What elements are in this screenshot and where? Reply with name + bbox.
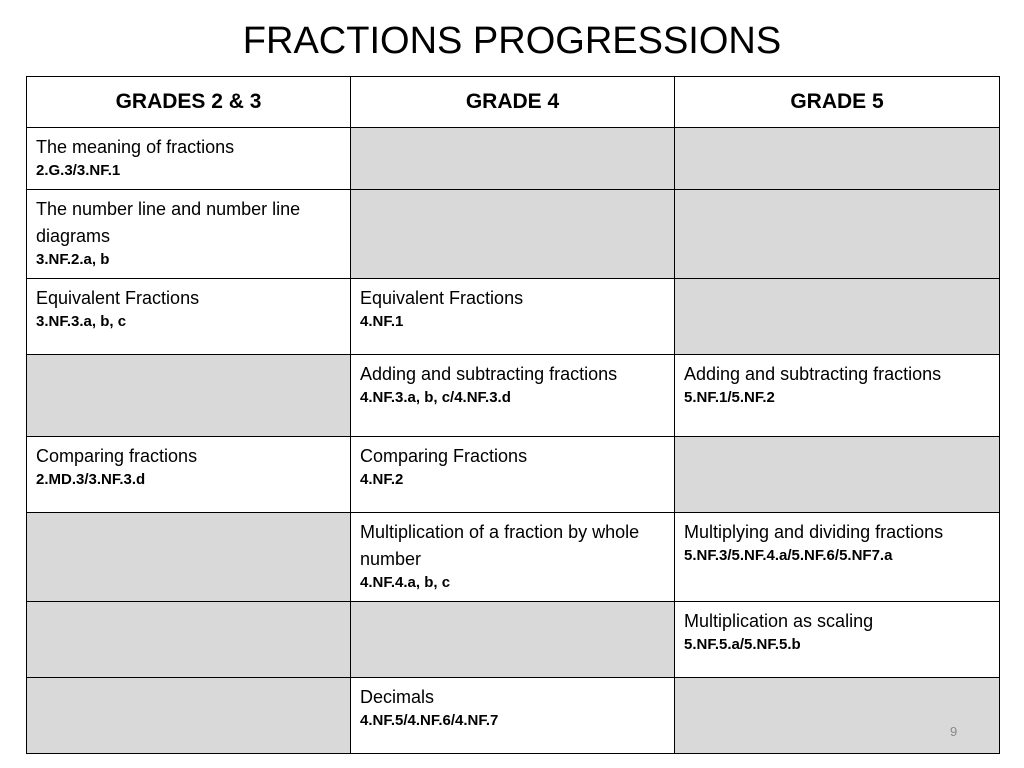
table-row — [27, 128, 1000, 190]
table-cell — [351, 190, 675, 279]
table-cell — [351, 678, 675, 754]
table-cell — [351, 513, 675, 602]
cell-description: Adding and subtracting fractions — [684, 364, 942, 384]
cell-standard-code: 4.NF.4.a, b, c — [360, 574, 451, 591]
table-cell — [27, 190, 351, 279]
table-row — [27, 355, 1000, 437]
cell-description: Decimals — [360, 687, 435, 707]
cell-standard-code: 2.MD.3/3.NF.3.d — [36, 471, 146, 488]
table-row — [27, 678, 1000, 754]
table-cell — [27, 602, 351, 678]
table-cell — [675, 190, 1000, 279]
cell-standard-code: 2.G.3/3.NF.1 — [36, 162, 121, 179]
table-cell — [351, 355, 675, 437]
header-row — [27, 77, 1000, 128]
cell-standard-code: 5.NF.3/5.NF.4.a/5.NF.6/5.NF7.a — [684, 547, 893, 564]
table-cell — [351, 128, 675, 190]
table-row — [27, 437, 1000, 513]
table-cell — [351, 437, 675, 513]
cell-description: Multiplying and dividing fractions — [684, 522, 944, 542]
cell-description: Multiplication of a fraction by whole number — [360, 522, 640, 569]
table-cell — [675, 279, 1000, 355]
cell-standard-code: 4.NF.1 — [360, 313, 404, 330]
table-cell — [675, 602, 1000, 678]
cell-description: Comparing Fractions — [360, 446, 528, 466]
cell-description: The number line and number line diagrams — [36, 199, 301, 246]
table-row — [27, 190, 1000, 279]
table-cell — [27, 513, 351, 602]
cell-standard-code: 5.NF.1/5.NF.2 — [684, 389, 775, 406]
cell-description: The meaning of fractions — [36, 137, 235, 157]
page-number: 9 — [950, 724, 958, 739]
table-cell — [27, 279, 351, 355]
table-cell — [675, 513, 1000, 602]
table-cell — [675, 678, 1000, 754]
table-row — [27, 602, 1000, 678]
table-cell — [27, 355, 351, 437]
cell-description: Comparing fractions — [36, 446, 198, 466]
table-row — [27, 279, 1000, 355]
cell-description: Equivalent Fractions — [36, 288, 200, 308]
cell-standard-code: 5.NF.5.a/5.NF.5.b — [684, 636, 801, 653]
cell-description: Equivalent Fractions — [360, 288, 524, 308]
slide-title: FRACTIONS PROGRESSIONS — [242, 20, 782, 62]
cell-standard-code: 3.NF.3.a, b, c — [36, 313, 127, 330]
table-cell — [27, 678, 351, 754]
header-grade-5: GRADE 5 — [675, 77, 1000, 128]
table-cell — [27, 128, 351, 190]
header-grade-4: GRADE 4 — [351, 77, 675, 128]
cell-standard-code: 4.NF.2 — [360, 471, 404, 488]
table-cell — [675, 128, 1000, 190]
cell-description: Adding and subtracting fractions — [360, 364, 618, 384]
cell-description: Multiplication as scaling — [684, 611, 874, 631]
table-cell — [351, 602, 675, 678]
table-cell — [675, 437, 1000, 513]
header-grades-2-3: GRADES 2 & 3 — [27, 77, 351, 128]
table-cell — [351, 279, 675, 355]
progressions-table — [26, 76, 1000, 754]
table-row — [27, 513, 1000, 602]
cell-standard-code: 4.NF.5/4.NF.6/4.NF.7 — [360, 712, 499, 729]
table-cell — [675, 355, 1000, 437]
table-cell — [27, 437, 351, 513]
cell-standard-code: 4.NF.3.a, b, c/4.NF.3.d — [360, 389, 511, 406]
cell-standard-code: 3.NF.2.a, b — [36, 251, 110, 268]
